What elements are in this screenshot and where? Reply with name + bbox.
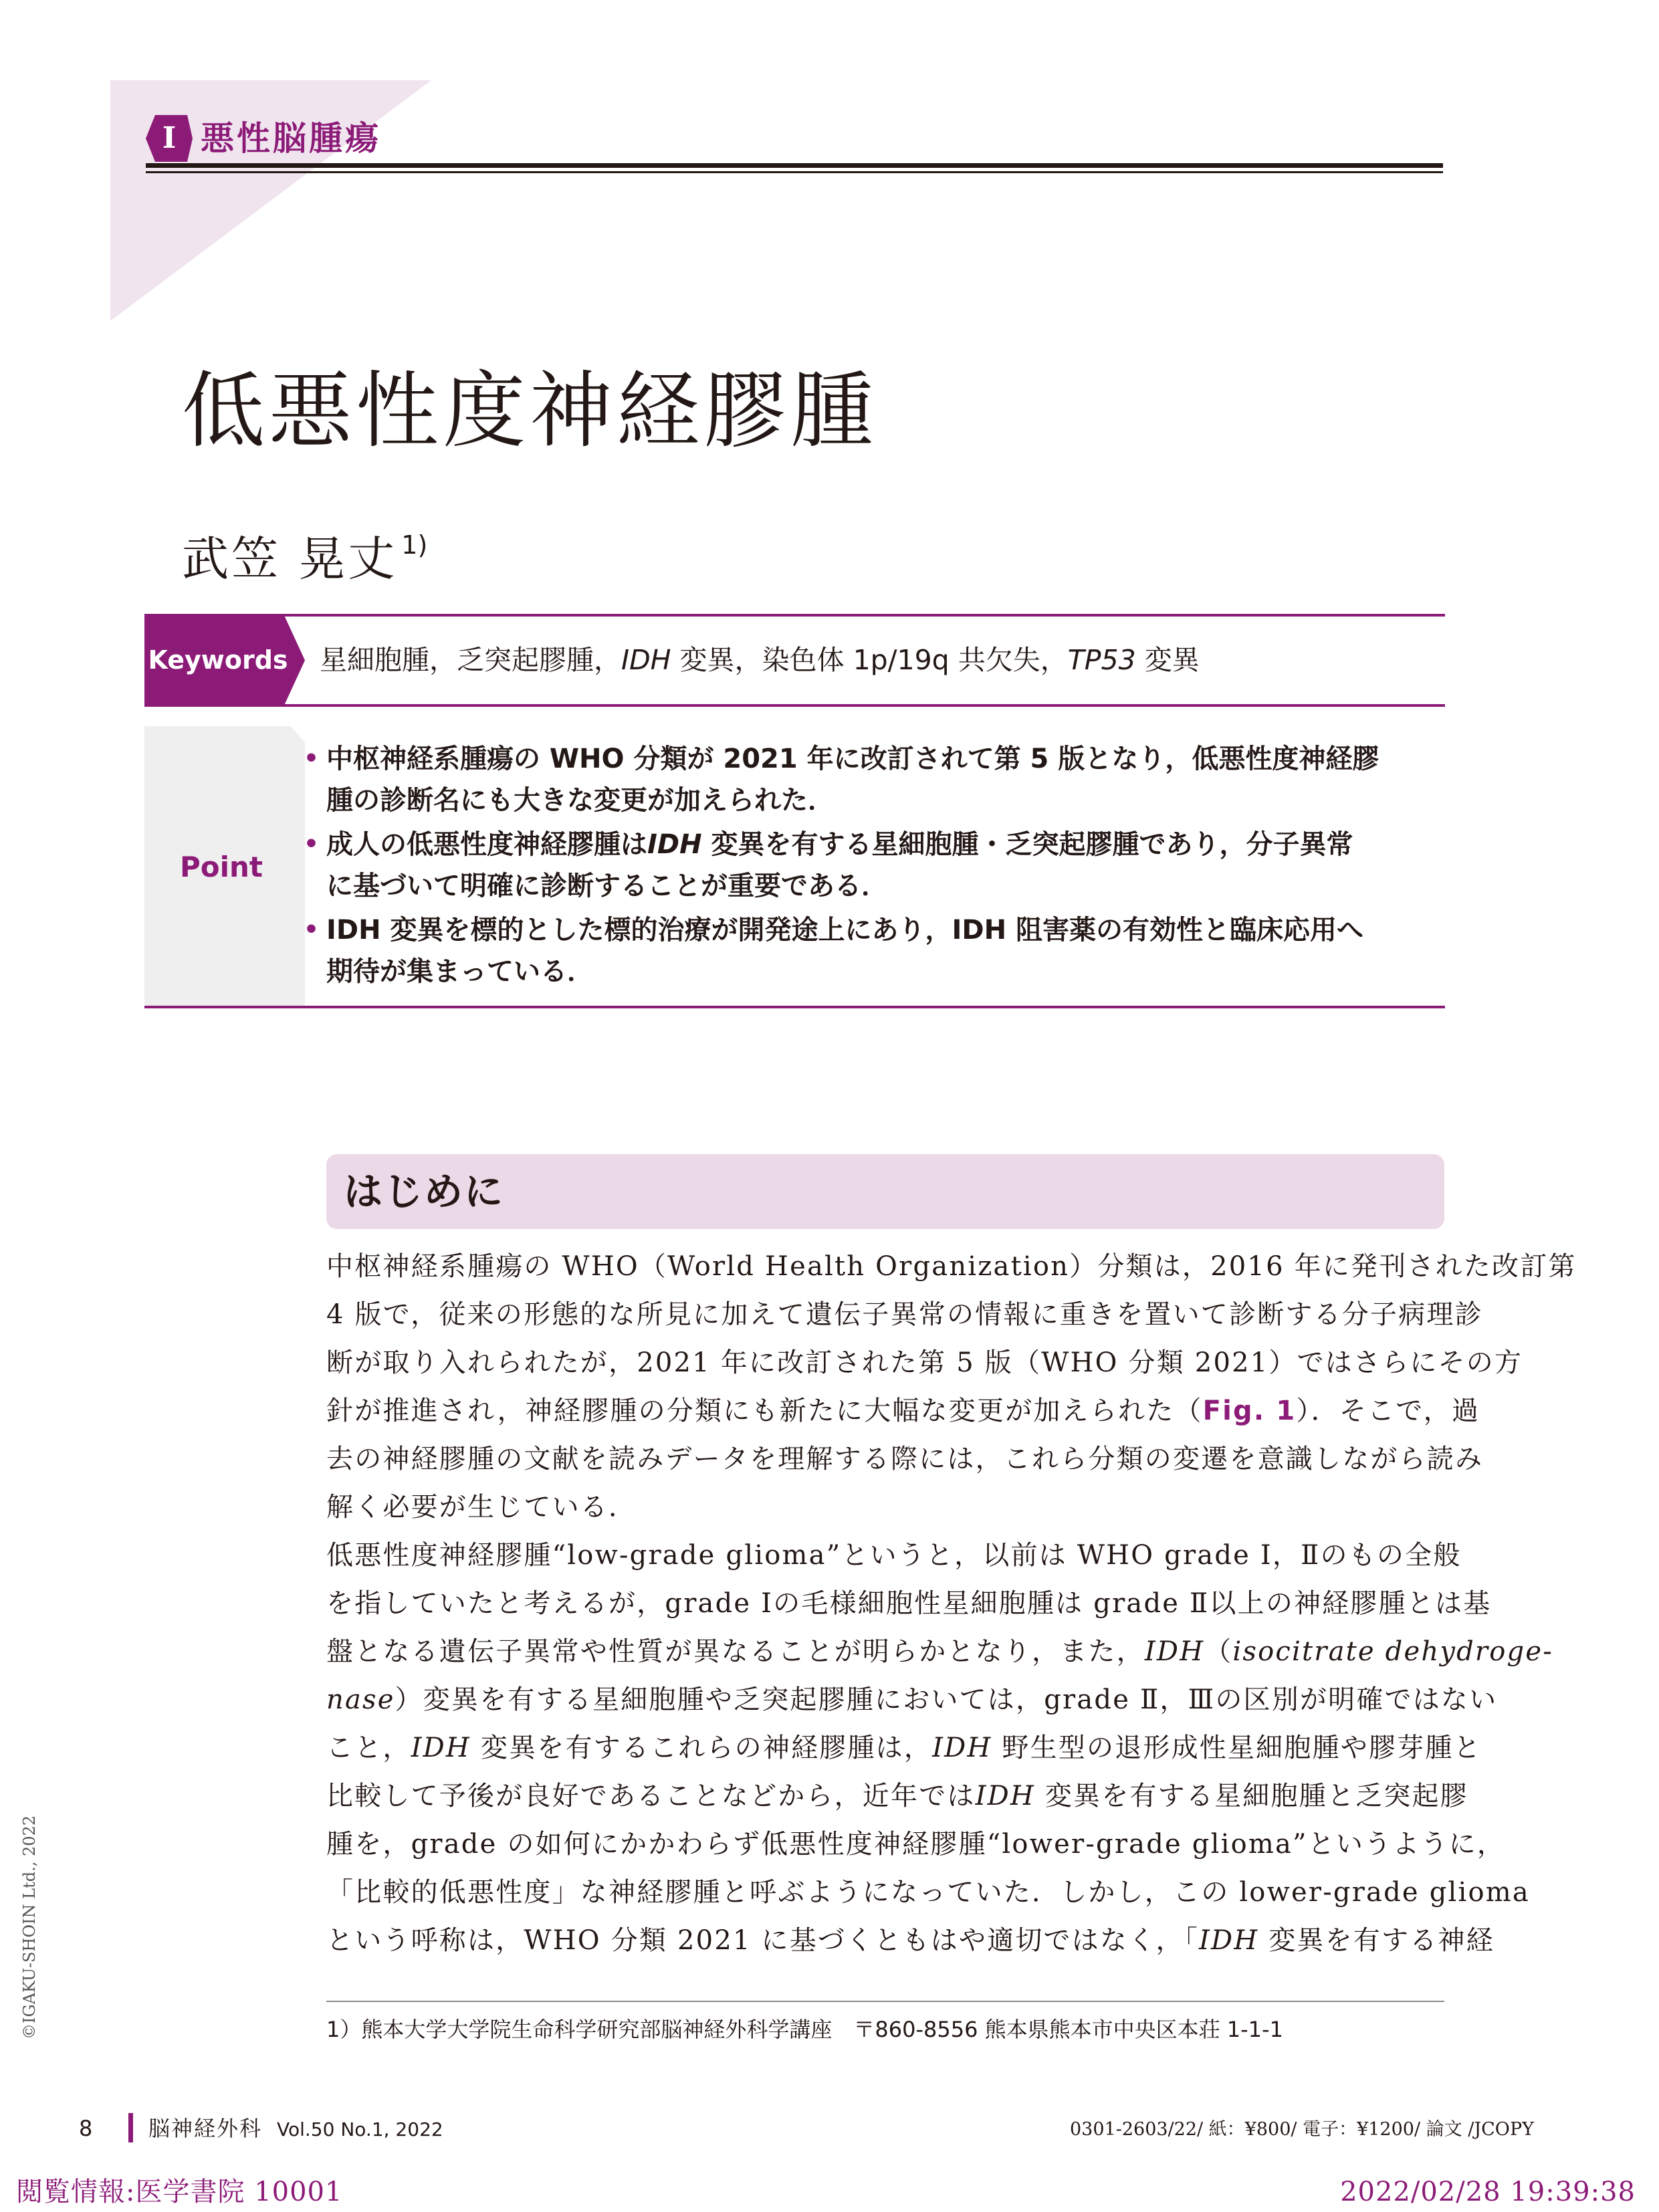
body-text: という呼称は，WHO 分類 2021 に基づくともはや適切ではなく，「 xyxy=(326,1925,1199,1956)
body-text: 野生型の退形成性星細胞腫や膠芽腫と xyxy=(992,1733,1482,1763)
body-line: 解く必要が生じている． xyxy=(326,1492,637,1523)
body-text: 比較して予後が良好であることなどから，近年では xyxy=(326,1781,976,1811)
access-info: 閲覧情報:医学書院 10001 xyxy=(16,2177,343,2207)
copyright-text: ©IGAKU-SHOIN Ltd., 2022 xyxy=(20,1815,39,2039)
point-item xyxy=(304,824,1383,907)
body-text: 変異を有する神経 xyxy=(1258,1925,1495,1956)
body-line: 「比較的低悪性度」な神経膠腫と呼ぶようになっていた．しかし，この lower-grade glioma xyxy=(326,1877,1530,1908)
keyword: 変異，染色体 1p/19q 共欠失， xyxy=(671,644,1068,676)
keywords-rule-top xyxy=(144,614,1445,617)
body-line xyxy=(326,1387,1480,1435)
body-line xyxy=(326,1724,1482,1772)
body-text: 変異を有するこれらの神経膠腫は， xyxy=(470,1733,933,1763)
bullet-icon: • xyxy=(304,745,320,772)
section-number: I xyxy=(162,121,177,155)
footnote-affiliation: 1）熊本大学大学院生命科学研究部脳神経外科学講座 〒860-8556 熊本県熊本市中央区本荘 1-1-1 xyxy=(326,2017,1283,2042)
journal-volume: Vol.50 No.1, 2022 xyxy=(277,2118,443,2140)
access-timestamp: 2022/02/28 19:39:38 xyxy=(1340,2177,1636,2207)
gene-fullname: nase xyxy=(326,1684,395,1715)
point-line: 腫の診断名にも大きな変更が加えられた． xyxy=(326,785,835,816)
header-rule xyxy=(146,163,1443,168)
footer-codes: 0301-2603/22/ 紙：¥800/ 電子：¥1200/ 論文 /JCOPY xyxy=(1070,2119,1534,2140)
author-line xyxy=(182,515,427,589)
body-line: 4 版で，従来の形態的な所見に加えて遺伝子異常の情報に重きを置いて診断する分子病理診 xyxy=(326,1299,1483,1330)
page-number: 8 xyxy=(79,2116,93,2141)
point-line xyxy=(326,824,1383,865)
keyword: 星細胞腫 xyxy=(320,644,429,676)
copyright-vertical xyxy=(0,1815,40,2066)
body-line xyxy=(326,1916,1495,1965)
point-line: 中枢神経系腫瘍の WHO 分類が 2021 年に改訂されて第 5 版となり，低悪性度神経膠 xyxy=(326,744,1379,774)
point-line: IDH 変異を標的とした標的治療が開発途上にあり，IDH 阻害薬の有効性と臨床応用へ xyxy=(326,915,1363,946)
body-line: 断が取り入れられたが，2021 年に改訂された第 5 版（WHO 分類 2021）ではさらにその方 xyxy=(326,1347,1523,1378)
body-line: 去の神経膠腫の文献を読みデータを理解する際には，これら分類の変遷を意識しながら読み xyxy=(326,1444,1484,1474)
body-text: 変異を有する星細胞腫と乏突起膠 xyxy=(1034,1781,1468,1811)
point-line: 期待が集まっている． xyxy=(326,956,594,987)
gene-name: IDH xyxy=(932,1733,992,1763)
footer-bar xyxy=(128,2113,133,2142)
journal-name xyxy=(148,2112,443,2146)
affiliation-mark: 1) xyxy=(401,530,428,560)
body-line: 中枢神経系腫瘍の WHO（World Health Organization）分類は，2016 年に発刊された改訂第 xyxy=(326,1251,1577,1282)
gene-name: IDH xyxy=(411,1733,471,1763)
body-text: ）．そこで，過 xyxy=(1296,1396,1480,1426)
body-line xyxy=(326,1676,1498,1724)
body-line: 腫を，grade の如何にかかわらず低悪性度神経膠腫“lower-grade glioma”というように， xyxy=(326,1829,1506,1860)
section-title: 悪性脳腫瘍 xyxy=(201,119,381,158)
keyword: 変異 xyxy=(1135,644,1200,676)
keyword: ，乏突起膠腫， xyxy=(429,644,621,676)
bullet-icon: • xyxy=(304,916,320,944)
gene-name: IDH xyxy=(975,1781,1035,1811)
bullet-icon: • xyxy=(304,831,320,858)
footnote-rule xyxy=(326,2001,1444,2002)
point-line: に基づいて明確に診断することが重要である． xyxy=(326,871,888,901)
body-text: こと， xyxy=(326,1733,411,1763)
keyword-gene: IDH xyxy=(621,644,671,676)
article-title: 低悪性度神経膠腫 xyxy=(182,363,878,459)
body-line: を指していたと考えるが，grade Ⅰの毛様細胞性星細胞腫は grade Ⅱ以上の神経膠腫とは基 xyxy=(326,1588,1492,1619)
point-gene: IDH xyxy=(647,829,702,860)
body-line xyxy=(326,1628,1553,1676)
keywords-rule-bottom xyxy=(144,704,1445,707)
header-rule-thin xyxy=(146,171,1443,173)
gene-name: IDH xyxy=(1144,1636,1205,1667)
body-text: （ xyxy=(1204,1636,1233,1667)
point-rule-bottom xyxy=(144,1006,1445,1008)
point-text: 変異を有する星細胞腫・乏突起膠腫であり，分子異常 xyxy=(701,829,1353,860)
point-text: 成人の低悪性度神経膠腫は xyxy=(326,829,647,860)
figure-reference-link[interactable]: Fig. 1 xyxy=(1202,1396,1297,1426)
gene-fullname: isocitrate dehydroge- xyxy=(1232,1636,1553,1667)
gene-name: IDH xyxy=(1198,1925,1259,1956)
keywords-label: Keywords xyxy=(148,645,288,675)
author-name: 武笠 晃丈 xyxy=(182,532,398,586)
body-text: 針が推進され，神経膠腫の分類にも新たに大幅な変更が加えられた（ xyxy=(326,1396,1203,1426)
body-text: ）変異を有する星細胞腫や乏突起膠腫においては，grade Ⅱ，Ⅲの区別が明確ではない xyxy=(395,1684,1498,1715)
body-line xyxy=(326,1772,1468,1820)
point-item xyxy=(304,738,1383,821)
intro-heading: はじめに xyxy=(344,1169,505,1214)
body-line: 低悪性度神経膠腫“low-grade glioma”というと，以前は WHO grade Ⅰ，Ⅱのもの全般 xyxy=(326,1540,1462,1571)
keyword-gene: TP53 xyxy=(1067,644,1136,676)
point-label: Point xyxy=(179,851,263,883)
keywords-list xyxy=(320,639,1200,681)
body-text: 盤となる遺伝子異常や性質が異なることが明らかとなり，また， xyxy=(326,1636,1145,1667)
point-item xyxy=(304,909,1383,992)
journal-title: 脳神経外科 xyxy=(148,2116,263,2141)
